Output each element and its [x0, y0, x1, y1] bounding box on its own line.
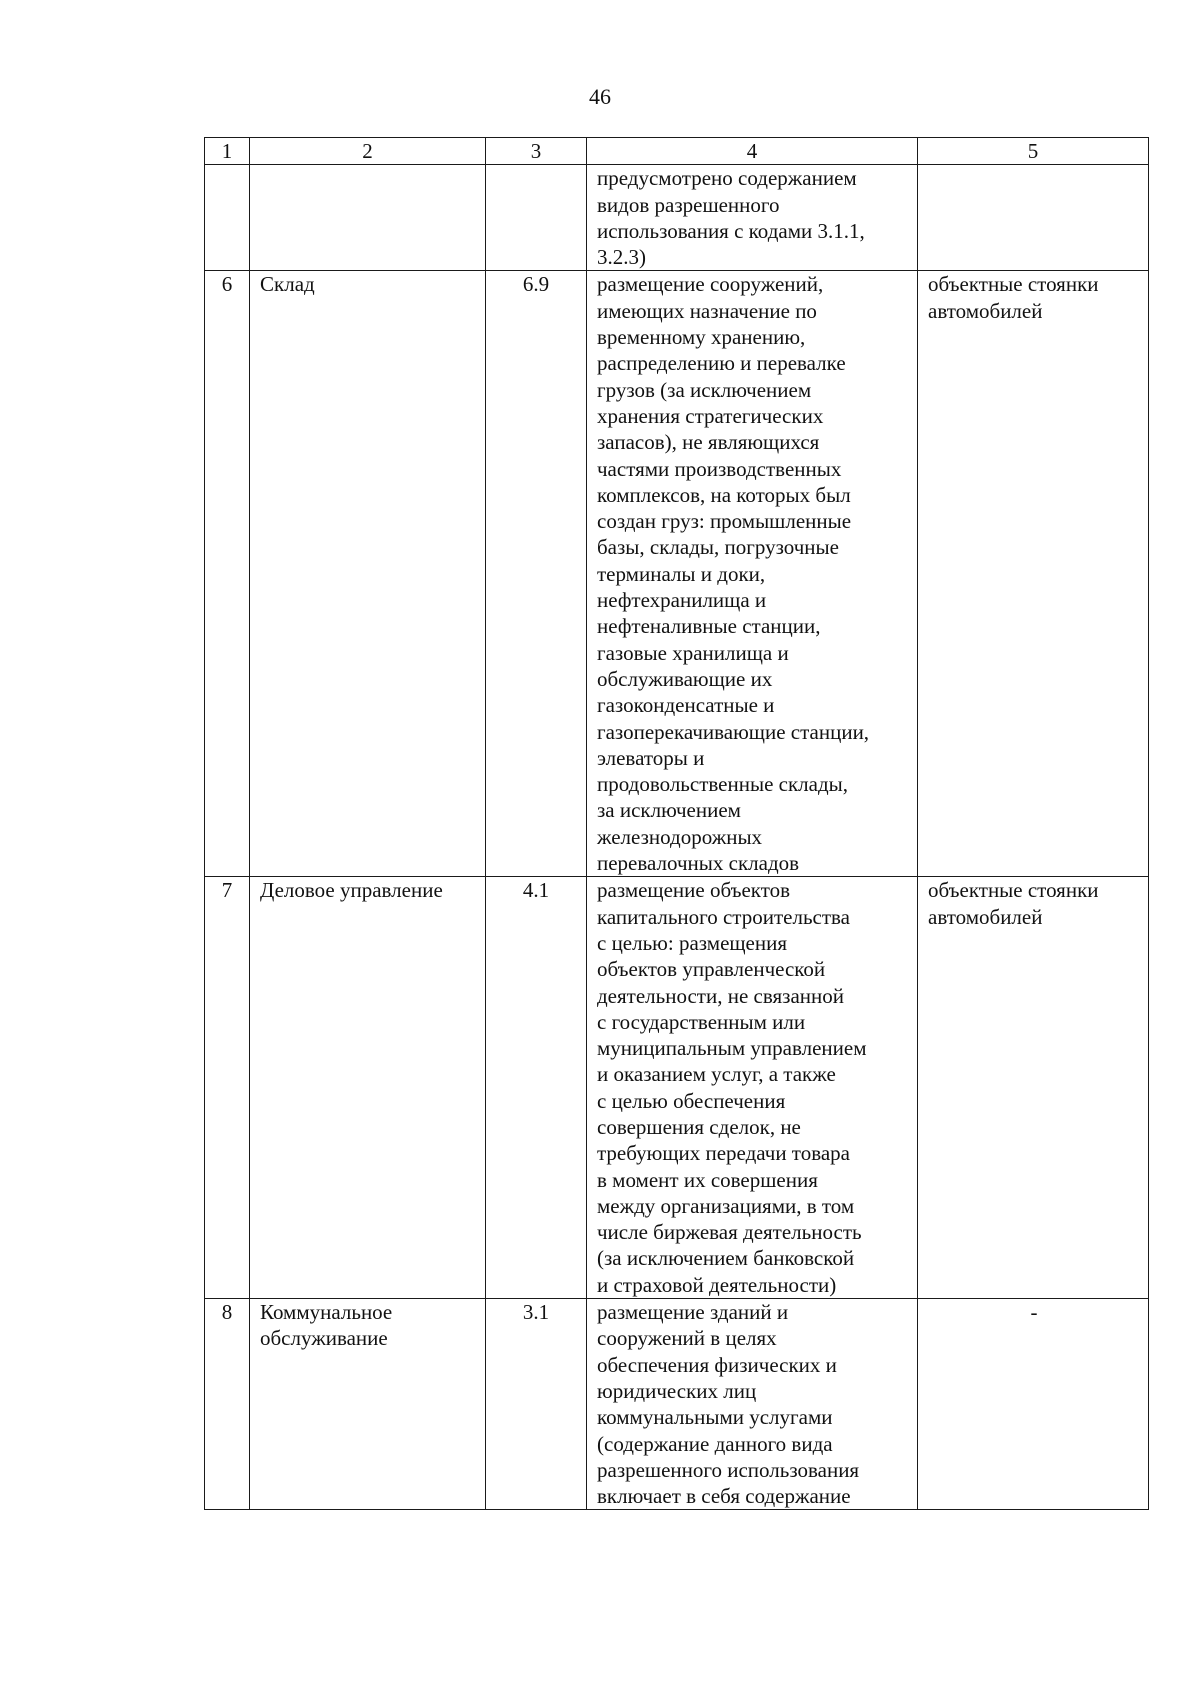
header-cell-1: 1	[205, 138, 250, 165]
description-line: распределению и перевалке	[597, 351, 846, 376]
description-line: коммунальными услугами	[597, 1405, 833, 1430]
land-use-table	[204, 137, 1149, 1510]
description-line: в момент их совершения	[597, 1167, 818, 1192]
description-line: размещение сооружений,	[597, 272, 824, 297]
description-line: совершения сделок, не	[597, 1114, 801, 1139]
description-line: грузов (за исключением	[597, 377, 812, 402]
note-cell	[918, 271, 1149, 877]
description-line: газоконденсатные и	[597, 693, 775, 718]
description-line: с целью: размещения	[597, 930, 788, 955]
description-line: обслуживающие их	[597, 666, 773, 691]
description-line: (за исключением банковской	[597, 1246, 855, 1271]
description-cell	[587, 1299, 918, 1510]
name-cell	[250, 1299, 486, 1510]
header-cell-5: 5	[918, 138, 1149, 165]
note-line: объектные стоянки	[928, 878, 1099, 903]
note-line: объектные стоянки	[928, 272, 1099, 297]
note-cell	[918, 165, 1149, 271]
name-line: Склад	[260, 272, 315, 297]
name-line: обслуживание	[260, 1326, 388, 1351]
code-cell	[486, 165, 587, 271]
description-line: обеспечения физических и	[597, 1352, 837, 1377]
description-line: железнодорожных	[597, 824, 763, 849]
description-line: газоперекачивающие станции,	[597, 719, 870, 744]
num-cell	[205, 165, 250, 271]
description-line: комплексов, на которых был	[597, 482, 851, 507]
description-line: видов разрешенного	[597, 192, 780, 217]
table-header-row	[205, 138, 1149, 165]
description-line: терминалы и доки,	[597, 561, 766, 586]
code-cell: 3.1	[486, 1299, 587, 1510]
description-line: сооружений в целях	[597, 1326, 777, 1351]
description-line: временному хранению,	[597, 325, 806, 350]
table-row-continuation	[205, 165, 1149, 271]
description-line: с государственным или	[597, 1009, 806, 1034]
description-line: размещение объектов	[597, 878, 791, 903]
description-line: муниципальным управлением	[597, 1036, 867, 1061]
code-cell: 4.1	[486, 877, 587, 1299]
page-number: 46	[589, 84, 611, 109]
description-line: элеваторы и	[597, 745, 705, 770]
note-cell	[918, 1299, 1149, 1510]
description-cell	[587, 165, 918, 271]
description-line: перевалочных складов	[597, 851, 800, 876]
description-line: юридических лиц	[597, 1378, 757, 1403]
description-line: (содержание данного вида	[597, 1431, 833, 1456]
description-line: разрешенного использования	[597, 1457, 860, 1482]
name-line: Коммунальное	[260, 1300, 393, 1325]
description-line: нефтехранилища и	[597, 588, 767, 613]
code-cell: 6.9	[486, 271, 587, 877]
table-row-6	[205, 271, 1149, 877]
description-line: нефтеналивные станции,	[597, 614, 821, 639]
num-cell: 7	[205, 877, 250, 1299]
description-line: газовые хранилища и	[597, 640, 789, 665]
description-line: предусмотрено содержанием	[597, 166, 857, 191]
description-line: объектов управленческой	[597, 957, 826, 982]
description-line: капитального строительства	[597, 904, 850, 929]
description-line: базы, склады, погрузочные	[597, 535, 839, 560]
note-line: автомобилей	[928, 904, 1043, 929]
description-line: хранения стратегических	[597, 403, 824, 428]
name-line: Деловое управление	[260, 878, 443, 903]
description-line: деятельности, не связанной	[597, 983, 844, 1008]
note-line: -	[1030, 1300, 1038, 1325]
header-cell-4: 4	[587, 138, 918, 165]
description-line: числе биржевая деятельность	[597, 1220, 862, 1245]
header-cell-3: 3	[486, 138, 587, 165]
name-cell	[250, 165, 486, 271]
description-line: размещение зданий и	[597, 1300, 789, 1325]
num-cell: 6	[205, 271, 250, 877]
header-cell-2: 2	[250, 138, 486, 165]
description-cell	[587, 271, 918, 877]
description-line: частями производственных	[597, 456, 842, 481]
note-line: автомобилей	[928, 298, 1043, 323]
description-line: имеющих назначение по	[597, 298, 817, 323]
name-cell	[250, 271, 486, 877]
description-cell	[587, 877, 918, 1299]
description-line: за исключением	[597, 798, 741, 823]
description-line: и страховой деятельности)	[597, 1272, 837, 1297]
table-row-8	[205, 1299, 1149, 1510]
description-line: с целью обеспечения	[597, 1088, 786, 1113]
description-line: запасов), не являющихся	[597, 430, 820, 455]
num-cell: 8	[205, 1299, 250, 1510]
name-cell	[250, 877, 486, 1299]
description-line: продовольственные склады,	[597, 772, 849, 797]
description-line: и оказанием услуг, а также	[597, 1062, 836, 1087]
note-cell	[918, 877, 1149, 1299]
description-line: требующих передачи товара	[597, 1141, 850, 1166]
description-line: 3.2.3)	[597, 245, 646, 270]
description-line: создан груз: промышленные	[597, 509, 852, 534]
description-line: включает в себя содержание	[597, 1484, 851, 1509]
table-row-7	[205, 877, 1149, 1299]
description-line: между организациями, в том	[597, 1193, 855, 1218]
description-line: использования с кодами 3.1.1,	[597, 218, 865, 243]
